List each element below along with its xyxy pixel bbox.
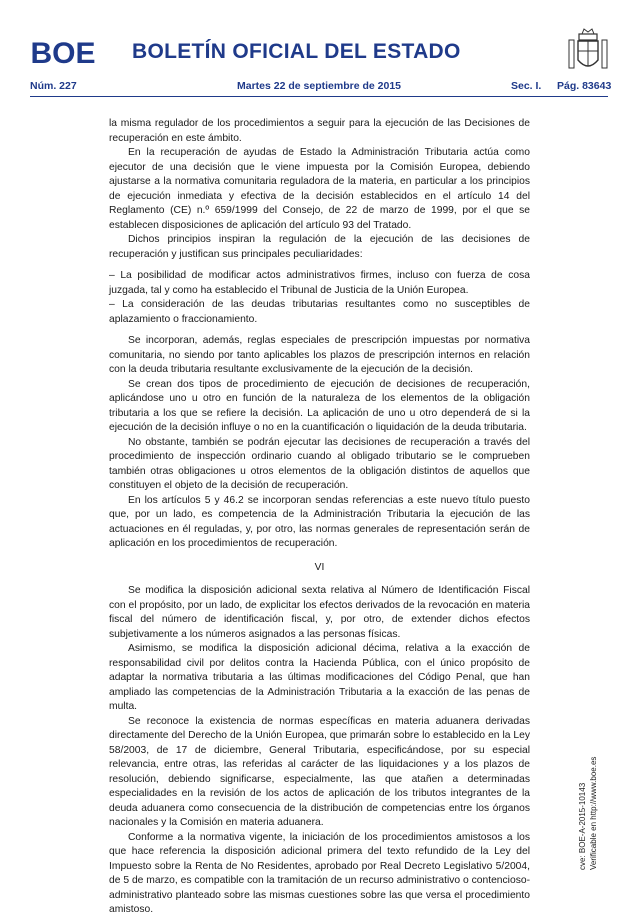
boe-logo-text: BOE bbox=[30, 37, 96, 70]
paragraph: En los artículos 5 y 46.2 se incorporan sendas referencias a este nuevo título puesto que, por un lado, es competencia de la Administración Tributaria la ejecución de las actuaciones en él reguladas, y, por otro, las normas generales de representación serán de aplicación en los procedimientos de recuperación. bbox=[109, 494, 530, 549]
header-divider bbox=[30, 96, 608, 97]
paragraph: En la recuperación de ayudas de Estado la Administración Tributaria actúa como ejecutor de una decisión que le viene impuesta por la Comisión Europea, debiendo ajustarse a la normativa comunitaria reguladora de la materia, en particular a los principios de ejecución inmediata y efectiva de la decisión establecidos en el artículo 14 del Reglamento (CE) n.º 659/1999 del Consejo, de 22 de marzo de 1999, por el que se establecen disposiciones de aplicación del artículo 93 del Tratado. bbox=[109, 147, 530, 231]
paragraph: Se crean dos tipos de procedimiento de ejecución de decisiones de recuperación, aplicándose uno u otro en función de la naturaleza de los elementos de la obligación tributaria a los que se refiere la decisión. La aplicación de uno u otro dependerá de si la ejecución de la decisión influye o no en la cuantificación o liquidación de la deuda tributaria. bbox=[109, 378, 530, 433]
paragraph: Conforme a la normativa vigente, la iniciación de los procedimientos amistosos a los que hace referencia la disposición adicional primera del texto refundido de la Ley del Impuesto sobre la Renta de No Residentes, aprobado por Real Decreto Legislativo 5/2004, de 5 de marzo, es compatible con la tramitación de un recurso administrativo o contencioso-administrativo planteado sobre las mismas cuestiones sobre las que versa el procedimiento amistoso. bbox=[109, 831, 530, 915]
list-item: – La consideración de las deudas tributarias resultantes como no susceptibles de aplazamiento o fraccionamiento. bbox=[109, 299, 530, 325]
paragraph: Se incorporan, además, reglas especiales de prescripción impuestas por normativa comunitaria, no siendo por tanto aplicables los plazos de prescripción internos en relación con la deuda tributaria resultante exclusivamente de la ejecución de la decisión. bbox=[109, 335, 530, 375]
verification-link[interactable]: Verificable en http://www.boe.es bbox=[589, 756, 598, 870]
cve-code: cve: BOE-A-2015-10143 bbox=[578, 782, 587, 870]
issue-number: Núm. 227 bbox=[30, 80, 77, 92]
paragraph: Dichos principios inspiran la regulación de la ejecución de las decisiones de recuperación y justifican sus principales peculiaridades: bbox=[109, 234, 530, 260]
paragraph: No obstante, también se podrán ejecutar las decisiones de recuperación a través del procedimiento de inspección ordinario cuando al obligado tributario se le comprueben también otras obligaciones u otros elementos de la obligación distintos de aquellos que constituyen el objeto de la decisión de recuperación. bbox=[109, 436, 530, 491]
section-label: Sec. I. bbox=[511, 80, 542, 92]
paragraph: Se modifica la disposición adicional sexta relativa al Número de Identificación Fiscal con el propósito, por un lado, de explicitar los efectos derivados de la revocación en materia fiscal del número de identificación fiscal, y, por otro, de extender dichos efectos subjetivamente a los números asignados a las personas físicas. bbox=[109, 585, 530, 640]
paragraph: Asimismo, se modifica la disposición adicional décima, relativa a la exacción de responsabilidad civil por delitos contra la Hacienda Pública, con el único propósito de adaptar la normativa tributaria a las últimas modificaciones del Código Penal, que han ampliado las competencias de la Administración Tributaria a la exacción de las penas de multa. bbox=[109, 643, 530, 712]
coat-of-arms-icon bbox=[566, 28, 610, 78]
boe-logo bbox=[30, 35, 96, 69]
page-header bbox=[0, 0, 638, 100]
issue-date: Martes 22 de septiembre de 2015 bbox=[237, 80, 402, 92]
verification-sidebar bbox=[577, 620, 599, 870]
page-title: BOLETÍN OFICIAL DEL ESTADO bbox=[132, 40, 461, 63]
document-body bbox=[109, 117, 530, 918]
paragraph: la misma regulador de los procedimientos a seguir para la ejecución de las Decisiones de recuperación en este ámbito. bbox=[109, 118, 530, 144]
list-item: – La posibilidad de modificar actos administrativos firmes, incluso con fuerza de cosa juzgada, tal y como ha establecido el Tribunal de Justicia de la Unión Europea. bbox=[109, 270, 530, 296]
section-heading: VI bbox=[314, 561, 325, 573]
paragraph: Se reconoce la existencia de normas específicas en materia aduanera derivadas directamente del Derecho de la Unión Europea, que primarán sobre lo establecido en la Ley 58/2003, de 17 de diciembre, General Tributaria, especificándose, por su especial relevancia, entre otras, las referidas al carácter de las liquidaciones y a los plazos de resolución, debiendo significarse, especialmente, las que atañen a determinadas especialidades en la revisión de los actos de aplicación de los tributos integrantes de la deuda aduanera como consecuencia de la distribución de competencias entre los órganos nacionales y la Comisión en materia aduanera. bbox=[109, 715, 530, 828]
page-number: Pág. 83643 bbox=[557, 80, 612, 92]
